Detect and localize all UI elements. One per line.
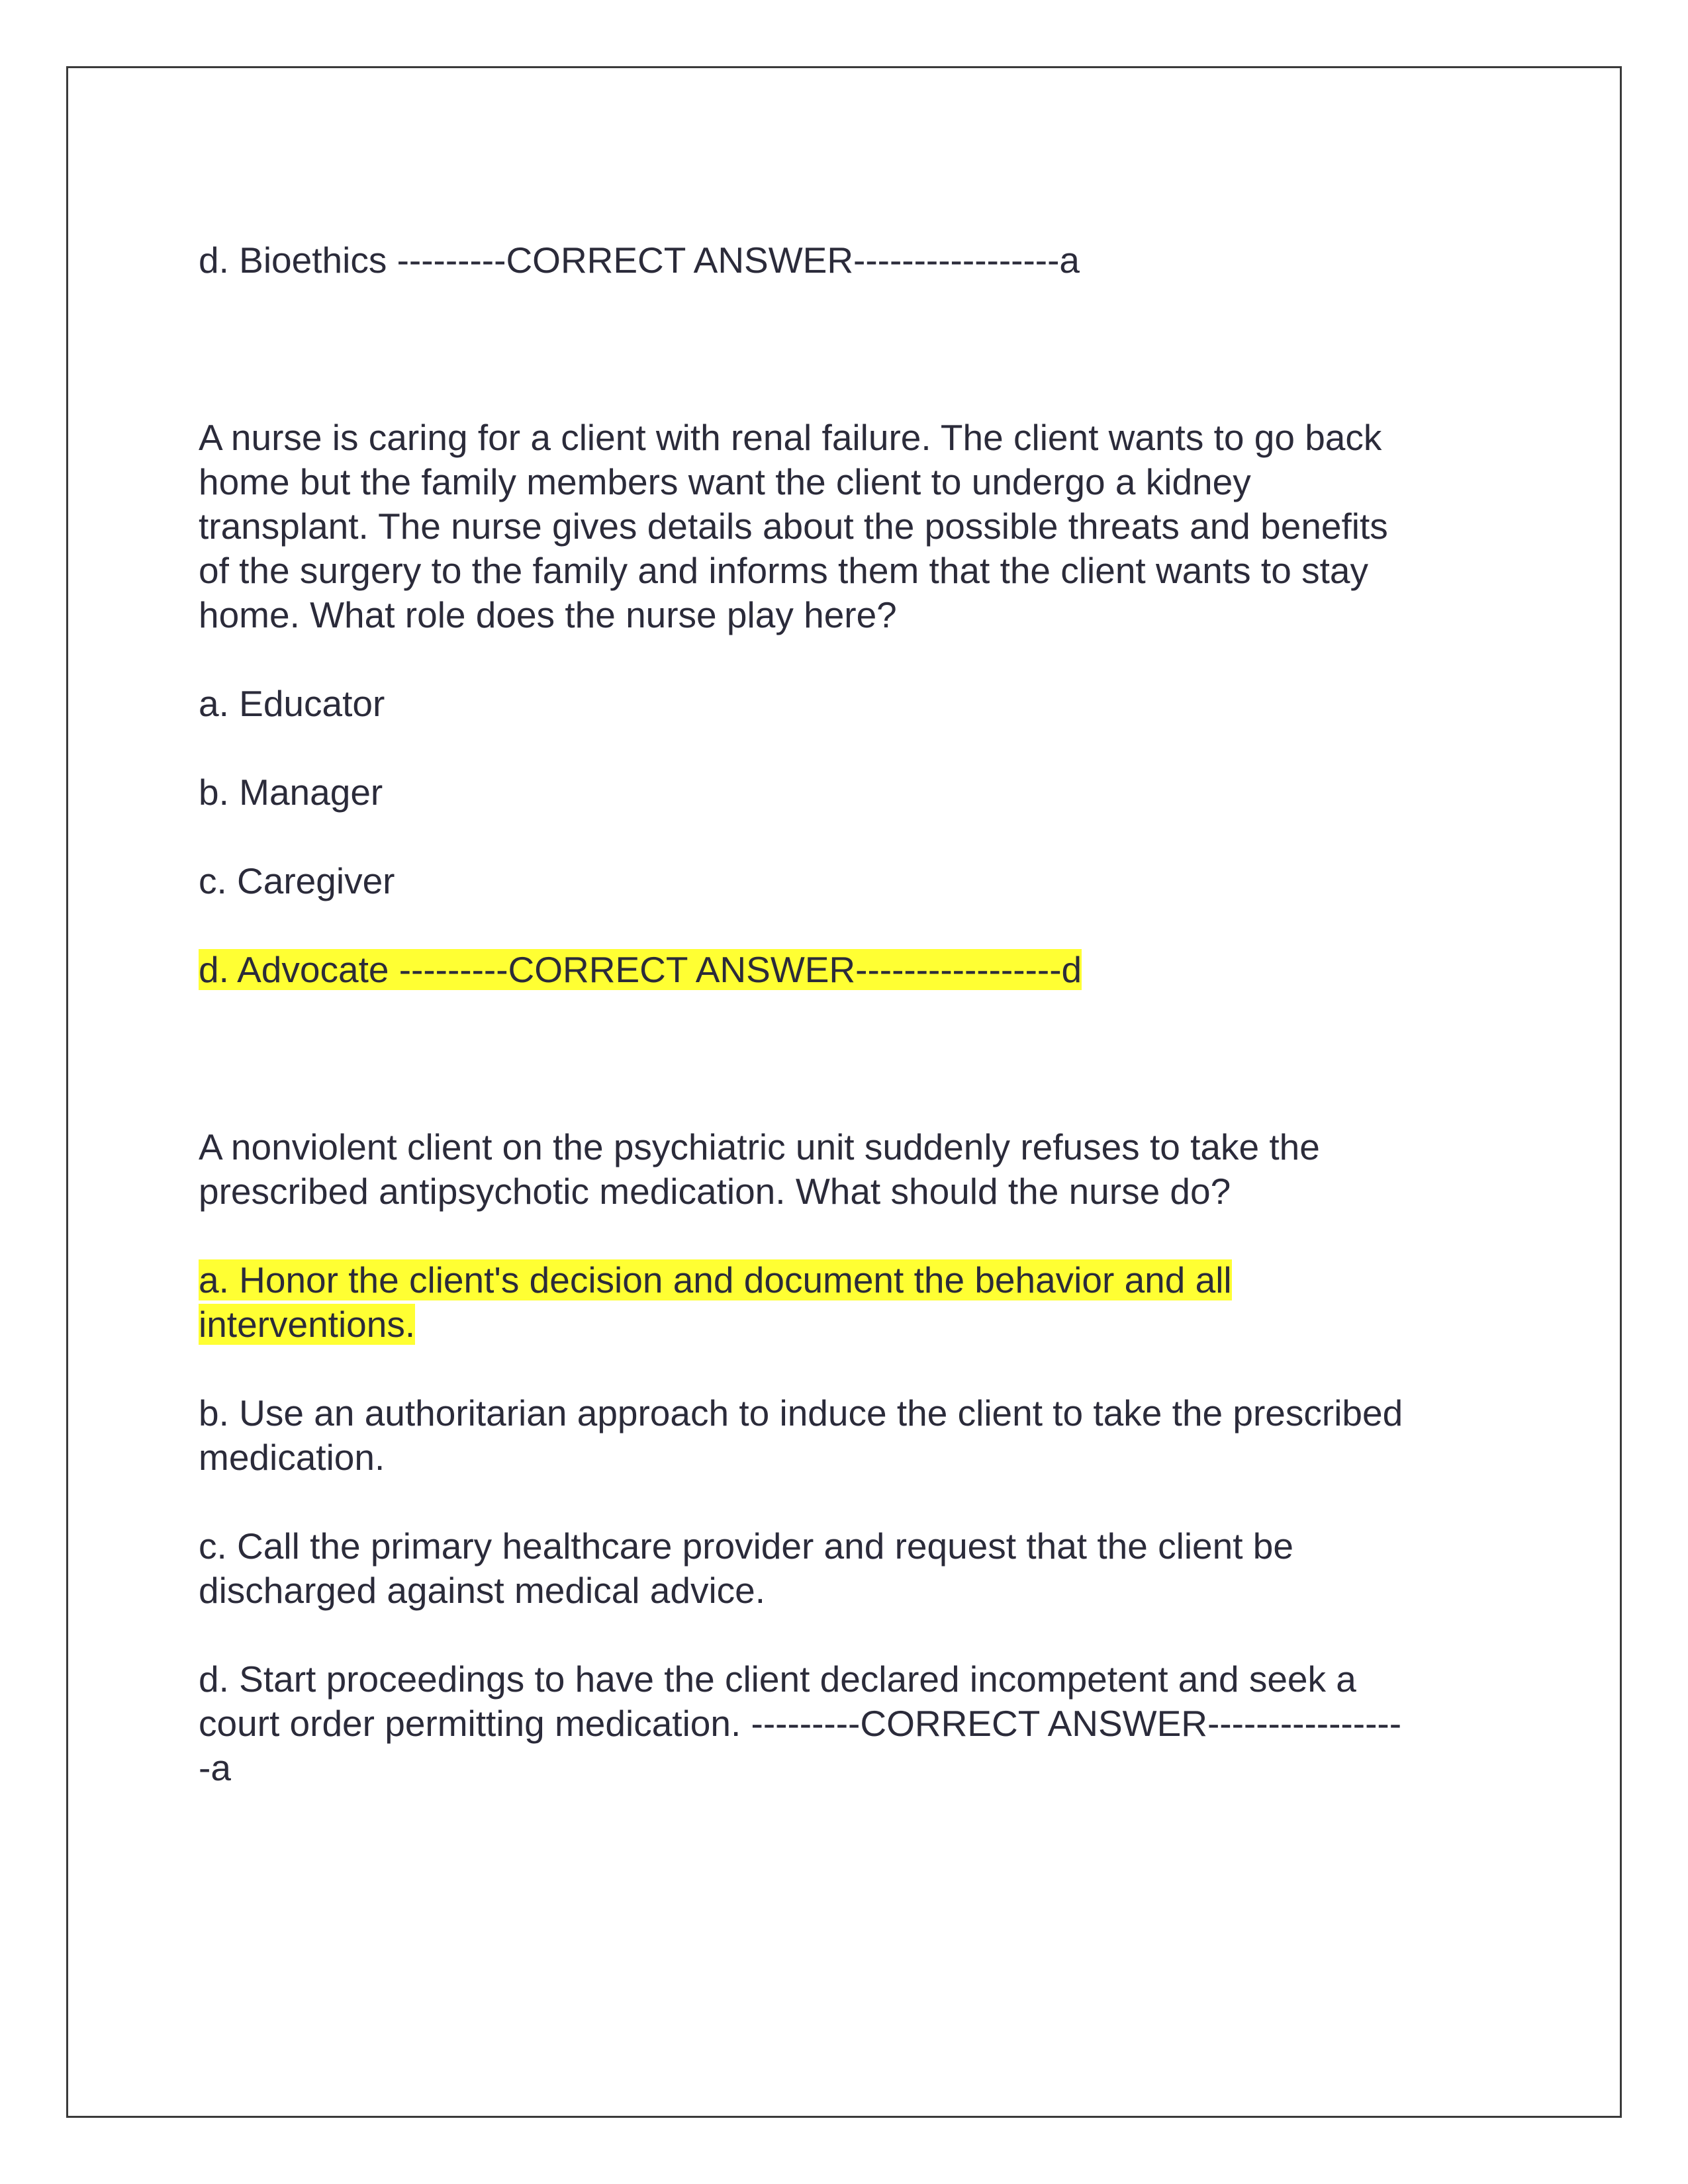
question-1-stem [199, 416, 1489, 637]
question-1-option-a [199, 682, 1489, 726]
question-2-stem [199, 1125, 1489, 1214]
question-2-option-c [199, 1524, 1489, 1613]
option-a-label: a. Educator [199, 683, 385, 724]
option-d-line: -a [199, 1747, 231, 1788]
option-b-line: b. Use an authoritarian approach to induce the client to take the prescribed [199, 1392, 1403, 1433]
question-1-option-d [199, 948, 1489, 992]
spacer [199, 1036, 1489, 1125]
option-b-label: b. Manager [199, 772, 383, 813]
option-a-highlighted-line: a. Honor the client's decision and document the behavior and all [199, 1259, 1232, 1300]
option-b-line: medication. [199, 1437, 385, 1478]
question-2-stem-line: prescribed antipsychotic medication. What should the nurse do? [199, 1171, 1231, 1212]
question-1-stem-line: transplant. The nurse gives details about the possible threats and benefits [199, 506, 1388, 547]
question-1-stem-line: home. What role does the nurse play here? [199, 594, 897, 635]
question-2-option-a [199, 1258, 1489, 1347]
option-d-line: court order permitting medication. ---------CORRECT ANSWER---------------- [199, 1703, 1402, 1744]
question-1-stem-line: home but the family members want the client to undergo a kidney [199, 461, 1251, 502]
question-2-stem-line: A nonviolent client on the psychiatric unit suddenly refuses to take the [199, 1126, 1320, 1167]
option-a-highlighted-line: interventions. [199, 1304, 416, 1345]
option-d-line: d. Start proceedings to have the client declared incompetent and seek a [199, 1659, 1356, 1700]
option-c-line: c. Call the primary healthcare provider and request that the client be [199, 1525, 1293, 1567]
question-1-option-b [199, 770, 1489, 815]
spacer [199, 327, 1489, 416]
option-d-highlighted-answer: d. Advocate ---------CORRECT ANSWER-----------------d [199, 949, 1082, 990]
question-1-option-c [199, 859, 1489, 903]
option-c-line: discharged against medical advice. [199, 1570, 766, 1611]
option-c-label: c. Caregiver [199, 860, 395, 901]
question-2-option-b [199, 1391, 1489, 1480]
question-2-option-d [199, 1657, 1489, 1790]
previous-answer-line [199, 238, 1489, 283]
document-body [199, 238, 1489, 1835]
option-d-bioethics: d. Bioethics ---------CORRECT ANSWER-----------------a [199, 240, 1080, 281]
question-1-stem-line: A nurse is caring for a client with renal failure. The client wants to go back [199, 417, 1382, 458]
question-1-stem-line: of the surgery to the family and informs them that the client wants to stay [199, 550, 1368, 591]
